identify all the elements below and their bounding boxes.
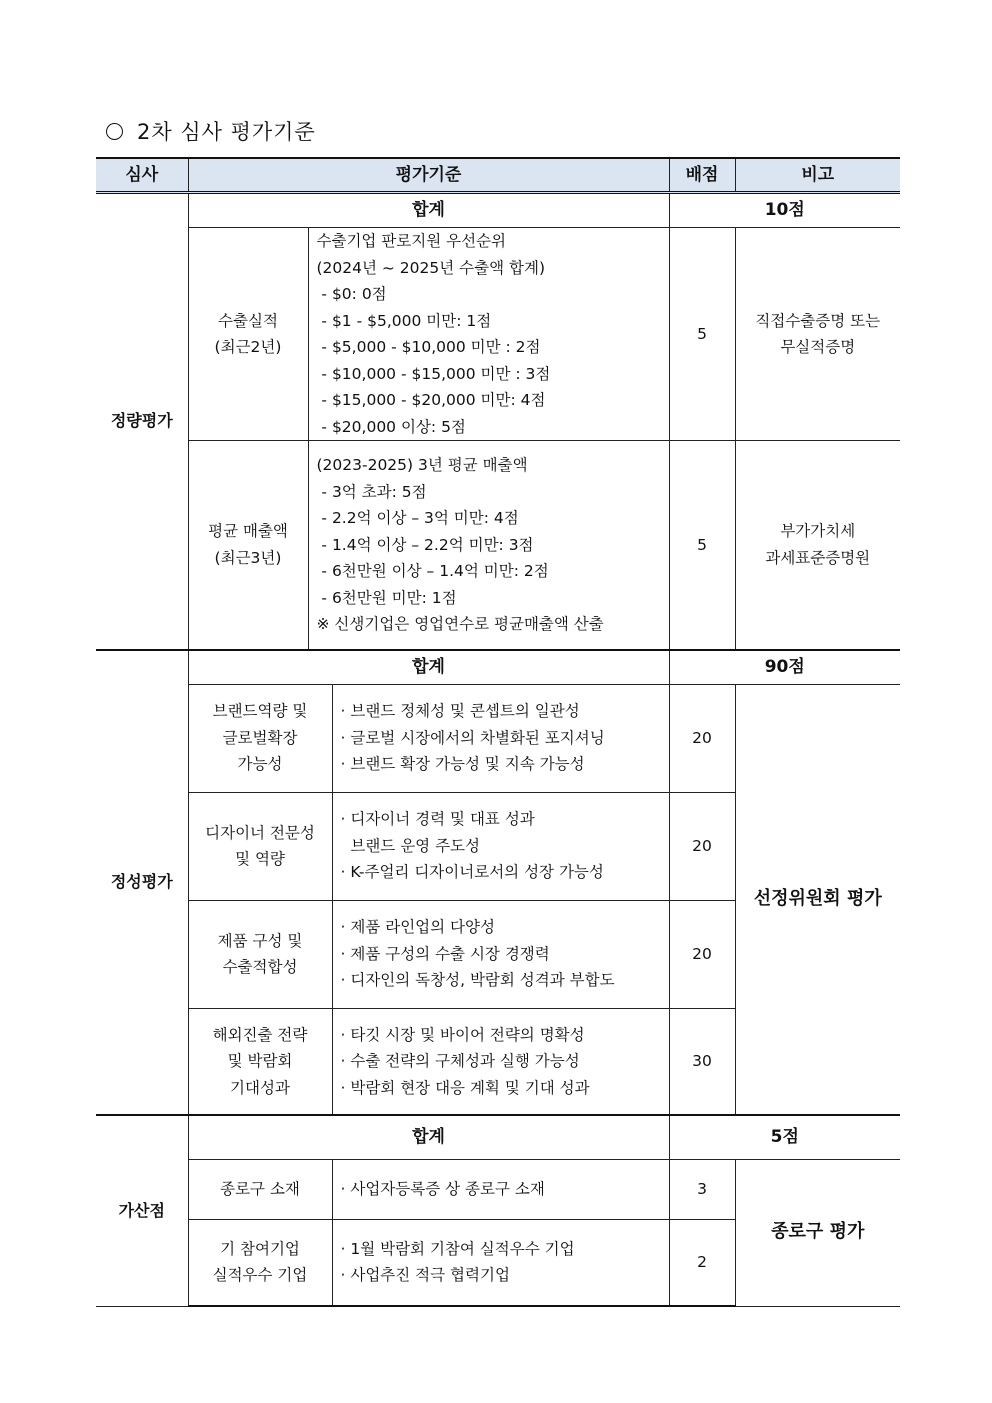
score-cell: 20 <box>669 684 735 792</box>
score-cell: 3 <box>669 1159 735 1219</box>
criteria-cell: 수출기업 판로지원 우선순위 (2024년 ~ 2025년 수출액 합계) - $0: 0점 - $1 - $5,000 미만: 1점 - $5,000 - $10,000 미만 : 2점 - $10,000 - $15,000 미만 : 3점 - $15,000 - $20,000 미만: 4점 - $20,000 이상: 5점 <box>308 228 669 441</box>
item-cell: 해외진출 전략 및 박람회 기대성과 <box>188 1008 332 1115</box>
circle-bullet-icon <box>106 123 123 140</box>
qual-sum-row <box>96 650 900 685</box>
category-bonus: 가산점 <box>96 1115 188 1306</box>
table-row <box>96 684 900 792</box>
bonus-sum-value: 5점 <box>669 1115 900 1159</box>
score-cell: 5 <box>669 228 735 441</box>
note-cell: 직접수출증명 또는 무실적증명 <box>735 228 900 441</box>
section-title-text: 2차 심사 평가기준 <box>137 120 316 144</box>
score-cell: 30 <box>669 1008 735 1115</box>
bonus-sum-label: 합계 <box>188 1115 669 1159</box>
criteria-cell: · 1월 박람회 기참여 실적우수 기업 · 사업추진 적극 협력기업 <box>332 1219 669 1306</box>
quant-sum-row <box>96 193 900 228</box>
item-cell: 브랜드역량 및 글로벌확장 가능성 <box>188 684 332 792</box>
bonus-sum-row <box>96 1115 900 1159</box>
section-title <box>106 116 316 146</box>
qual-sum-label: 합계 <box>188 650 669 685</box>
criteria-cell: · 브랜드 정체성 및 콘셉트의 일관성 · 글로벌 시장에서의 차별화된 포지셔닝 · 브랜드 확장 가능성 및 지속 가능성 <box>332 684 669 792</box>
score-cell: 2 <box>669 1219 735 1306</box>
header-row <box>96 158 900 193</box>
bonus-note-cell: 종로구 평가 <box>735 1159 900 1306</box>
table-row <box>96 228 900 441</box>
header-criteria: 평가기준 <box>188 158 669 193</box>
score-cell: 20 <box>669 792 735 900</box>
qual-sum-value: 90점 <box>669 650 900 685</box>
item-cell: 종로구 소재 <box>188 1159 332 1219</box>
item-cell: 제품 구성 및 수출적합성 <box>188 900 332 1008</box>
qual-note-cell: 선정위원회 평가 <box>735 684 900 1115</box>
score-cell: 20 <box>669 900 735 1008</box>
table-row <box>96 1159 900 1219</box>
quant-sum-value: 10점 <box>669 193 900 228</box>
score-cell: 5 <box>669 441 735 650</box>
criteria-cell: · 사업자등록증 상 종로구 소재 <box>332 1159 669 1219</box>
criteria-cell: (2023-2025) 3년 평균 매출액 - 3억 초과: 5점 - 2.2억 이상 – 3억 미만: 4점 - 1.4억 이상 – 2.2억 미만: 3점 - 6천만원 이상 – 1.4억 미만: 2점 - 6천만원 미만: 1점 ※ 신생기업은 영업연수로 평균매출액 산출 <box>308 441 669 650</box>
header-note: 비고 <box>735 158 900 193</box>
category-qualitative: 정성평가 <box>96 650 188 1116</box>
item-cell: 수출실적 (최근2년) <box>188 228 308 441</box>
quant-sum-label: 합계 <box>188 193 669 228</box>
category-quantitative: 정량평가 <box>96 193 188 650</box>
item-cell: 기 참여기업 실적우수 기업 <box>188 1219 332 1306</box>
note-cell: 부가가치세 과세표준증명원 <box>735 441 900 650</box>
header-category: 심사 <box>96 158 188 193</box>
item-cell: 디자이너 전문성 및 역량 <box>188 792 332 900</box>
evaluation-criteria-table <box>96 157 900 1307</box>
table-row <box>96 441 900 650</box>
criteria-cell: · 제품 라인업의 다양성 · 제품 구성의 수출 시장 경쟁력 · 디자인의 독창성, 박람회 성격과 부합도 <box>332 900 669 1008</box>
criteria-cell: · 타깃 시장 및 바이어 전략의 명확성 · 수출 전략의 구체성과 실행 가능성 · 박람회 현장 대응 계획 및 기대 성과 <box>332 1008 669 1115</box>
header-score: 배점 <box>669 158 735 193</box>
item-cell: 평균 매출액 (최근3년) <box>188 441 308 650</box>
criteria-cell: · 디자이너 경력 및 대표 성과 브랜드 운영 주도성 · K-주얼리 디자이너로서의 성장 가능성 <box>332 792 669 900</box>
